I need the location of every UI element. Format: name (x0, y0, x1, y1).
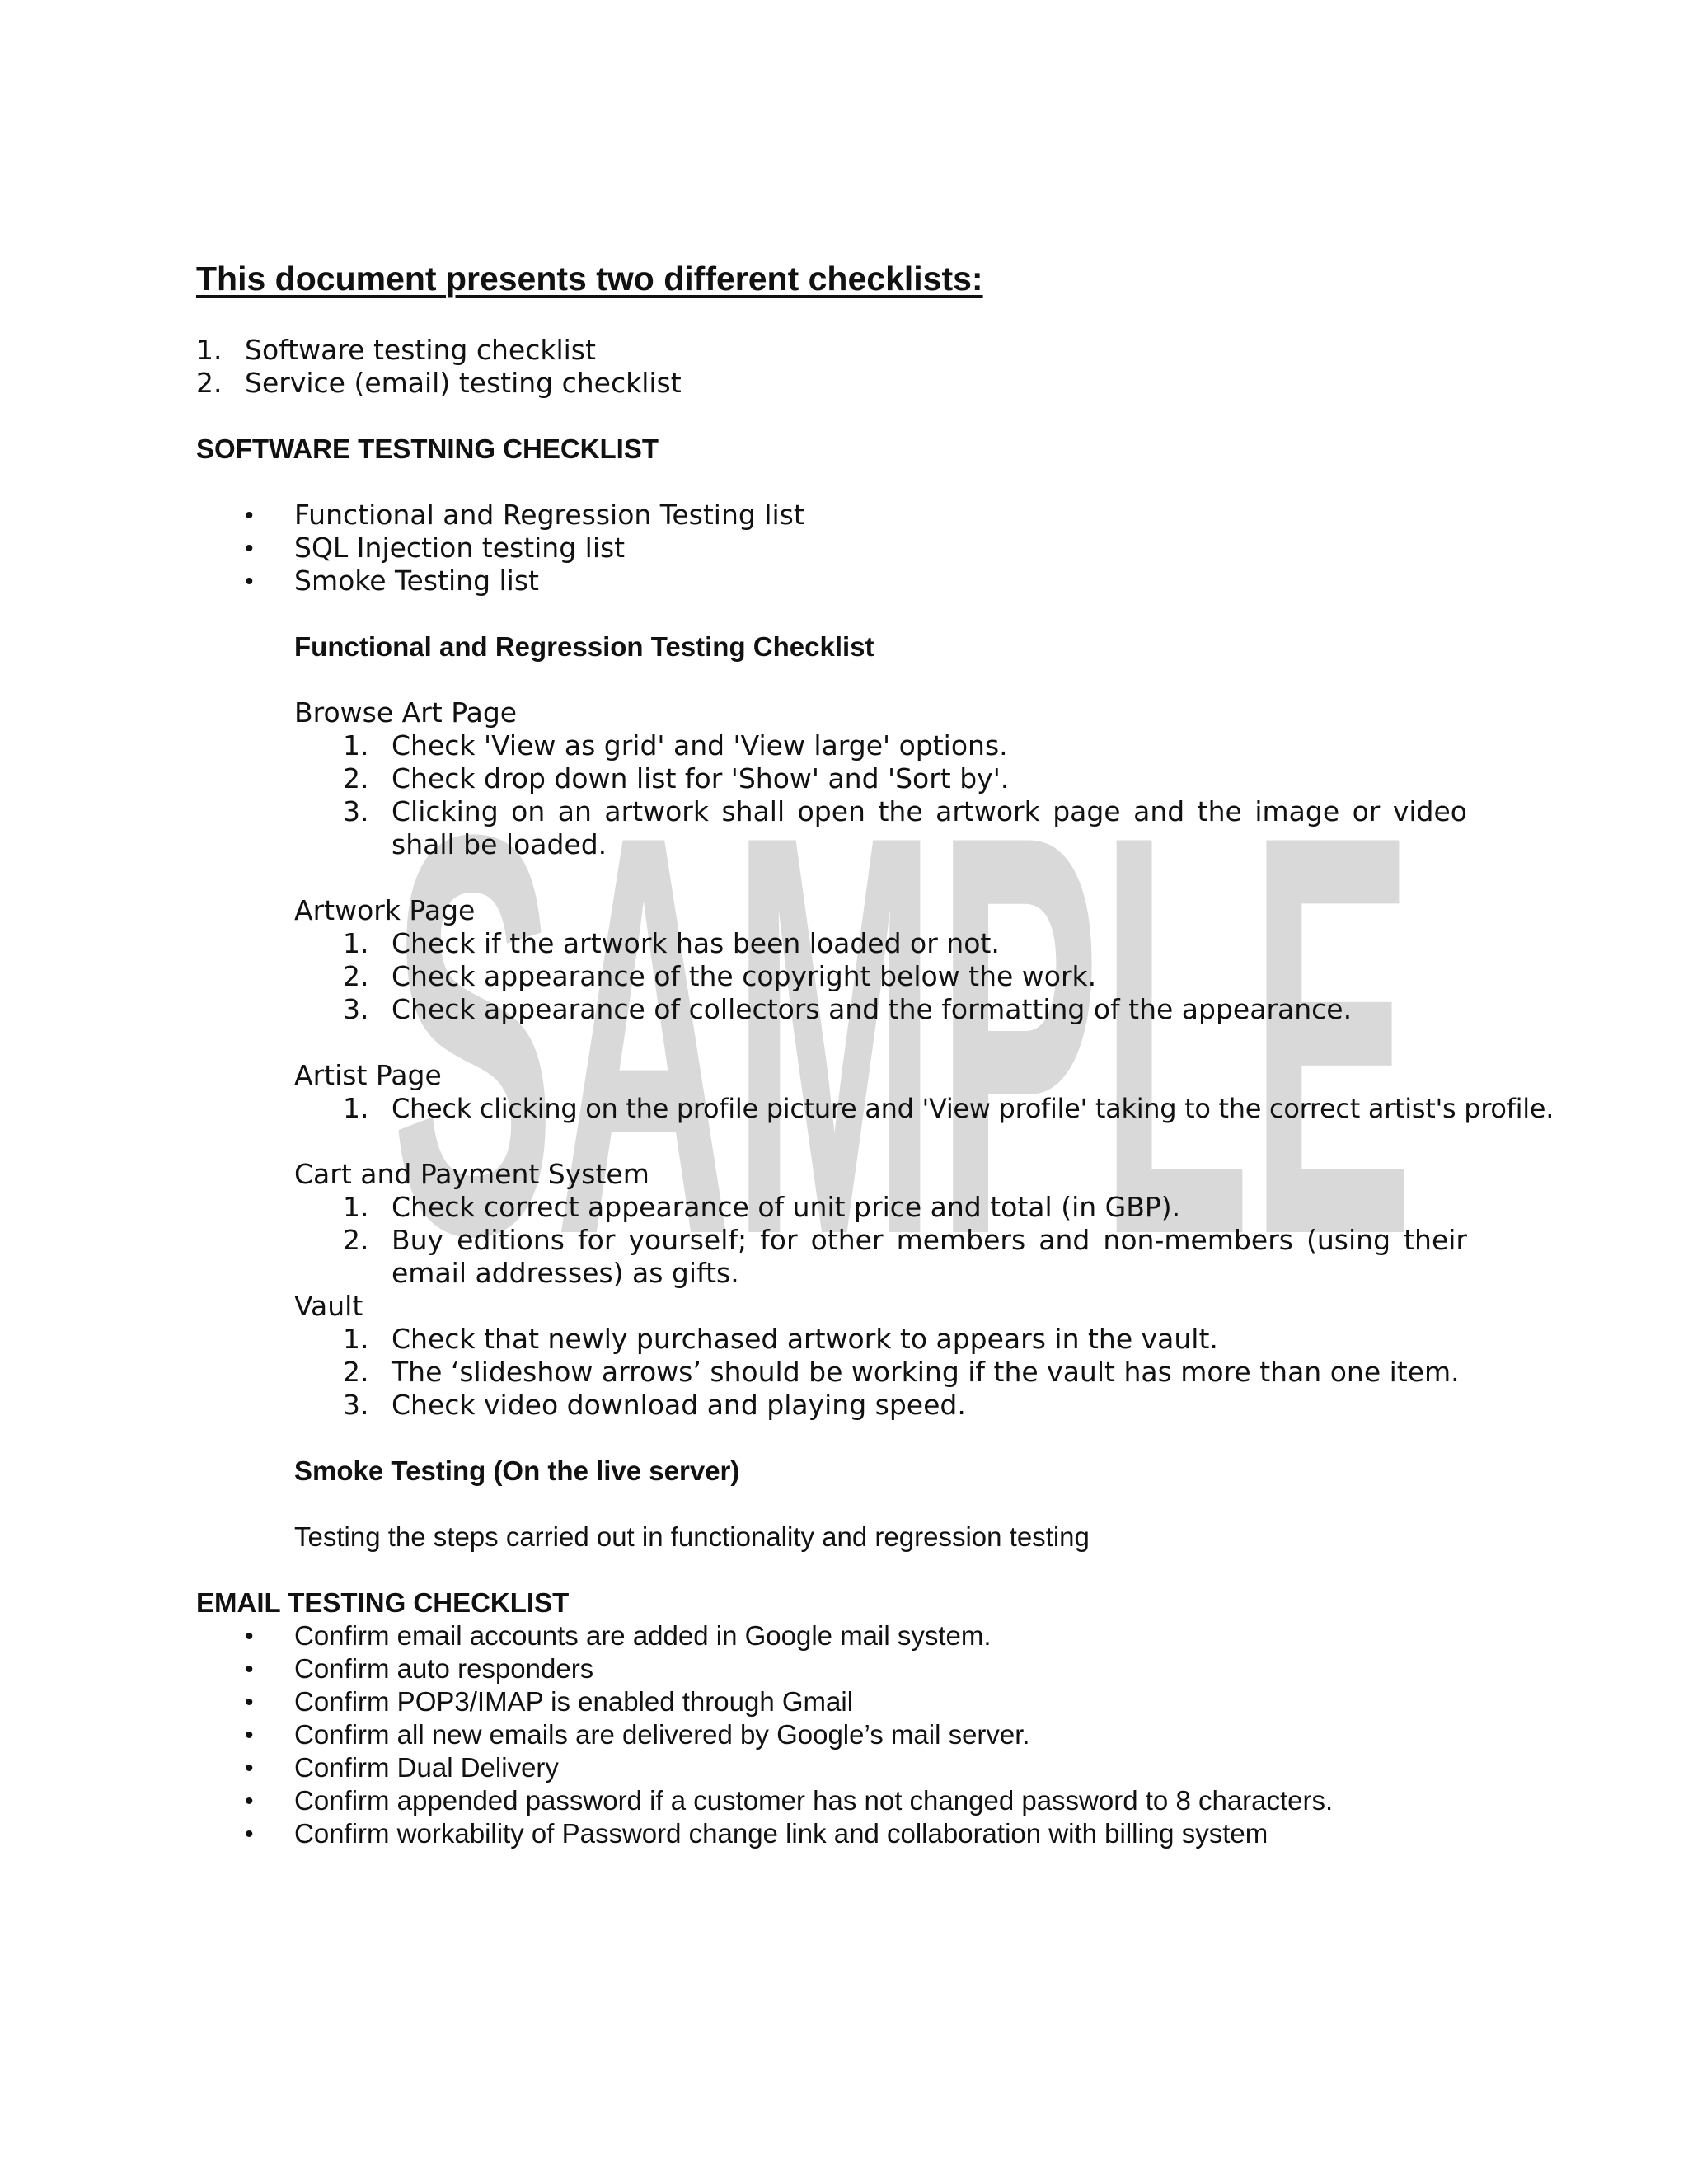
section-label: Cart and Payment System (294, 1158, 649, 1190)
list-number: 1. (196, 334, 223, 366)
bullet-text: Confirm appended password if a customer has not changed password to 8 characters. (294, 1785, 1334, 1816)
list-number: 3. (343, 795, 369, 827)
section-label: Browse Art Page (294, 696, 518, 729)
bullet-text: Confirm email accounts are added in Google mail system. (294, 1620, 992, 1651)
list-number: 1. (343, 1323, 369, 1355)
bullet-icon: • (245, 535, 254, 562)
bullet-icon: • (245, 1755, 254, 1782)
smoke-heading: Smoke Testing (On the live server) (294, 1455, 740, 1486)
bullet-text: SQL Injection testing list (294, 532, 626, 564)
list-text: Check that newly purchased artwork to appears in the vault. (392, 1323, 1218, 1355)
list-number: 3. (343, 1389, 369, 1421)
bullet-text: Smoke Testing list (294, 565, 539, 597)
list-number: 1. (343, 729, 369, 762)
section-label: Vault (294, 1290, 363, 1322)
list-text: Service (email) testing checklist (245, 367, 682, 399)
list-number: 2. (196, 367, 223, 399)
bullet-text: Confirm POP3/IMAP is enabled through Gmail (294, 1686, 854, 1717)
svg-text:SAMPLE: SAMPLE (392, 787, 1414, 1273)
list-number: 2. (343, 1224, 369, 1256)
list-text: Check 'View as grid' and 'View large' options. (392, 729, 1008, 762)
bullet-icon: • (245, 1656, 254, 1683)
list-number: 1. (343, 927, 369, 959)
list-number: 3. (343, 993, 369, 1025)
section-label: Artwork Page (294, 894, 476, 926)
functional-heading: Functional and Regression Testing Checklist (294, 631, 874, 662)
list-text: Check correct appearance of unit price and total (in GBP). (392, 1191, 1181, 1223)
bullet-icon: • (245, 1788, 254, 1815)
list-number: 2. (343, 1356, 369, 1388)
bullet-icon: • (245, 1623, 254, 1650)
list-text: Clicking on an artwork shall open the artwork page and the image or video shall be loaded. (392, 795, 1467, 860)
section-label: Artist Page (294, 1059, 442, 1091)
list-number: 2. (343, 762, 369, 794)
document-title: This document presents two different checklists: (196, 260, 983, 298)
list-text: The ‘slideshow arrows’ should be working if the vault has more than one item. (392, 1356, 1460, 1388)
bullet-text: Confirm all new emails are delivered by Google’s mail server. (294, 1719, 1030, 1750)
list-text: Check appearance of collectors and the formatting of the appearance. (392, 993, 1353, 1025)
list-text: Check appearance of the copyright below the work. (392, 960, 1097, 992)
list-text: Check video download and playing speed. (392, 1389, 966, 1421)
bullet-icon: • (245, 1821, 254, 1848)
software-heading: SOFTWARE TESTNING CHECKLIST (196, 434, 659, 464)
list-text: Check if the artwork has been loaded or not. (392, 927, 1000, 959)
list-text: Buy editions for yourself; for other members and non-members (using their email addresses) as gifts. (392, 1224, 1467, 1289)
bullet-text: Confirm auto responders (294, 1653, 594, 1684)
bullet-text: Confirm workability of Password change link and collaboration with billing system (294, 1818, 1268, 1849)
list-number: 1. (343, 1191, 369, 1223)
bullet-icon: • (245, 1689, 254, 1716)
list-text: Check drop down list for 'Show' and 'Sort by'. (392, 762, 1010, 794)
list-text: Software testing checklist (245, 334, 596, 366)
bullet-text: Functional and Regression Testing list (294, 499, 804, 531)
smoke-text: Testing the steps carried out in functionality and regression testing (294, 1521, 1090, 1552)
list-number: 1. (343, 1092, 369, 1124)
list-number: 2. (343, 960, 369, 992)
bullet-icon: • (245, 502, 254, 529)
bullet-text: Confirm Dual Delivery (294, 1752, 559, 1783)
email-heading: EMAIL TESTING CHECKLIST (196, 1587, 570, 1618)
bullet-icon: • (245, 1722, 254, 1749)
bullet-icon: • (245, 568, 254, 595)
list-text: Check clicking on the profile picture and 'View profile' taking to the correct artist's profile. (392, 1093, 1554, 1124)
